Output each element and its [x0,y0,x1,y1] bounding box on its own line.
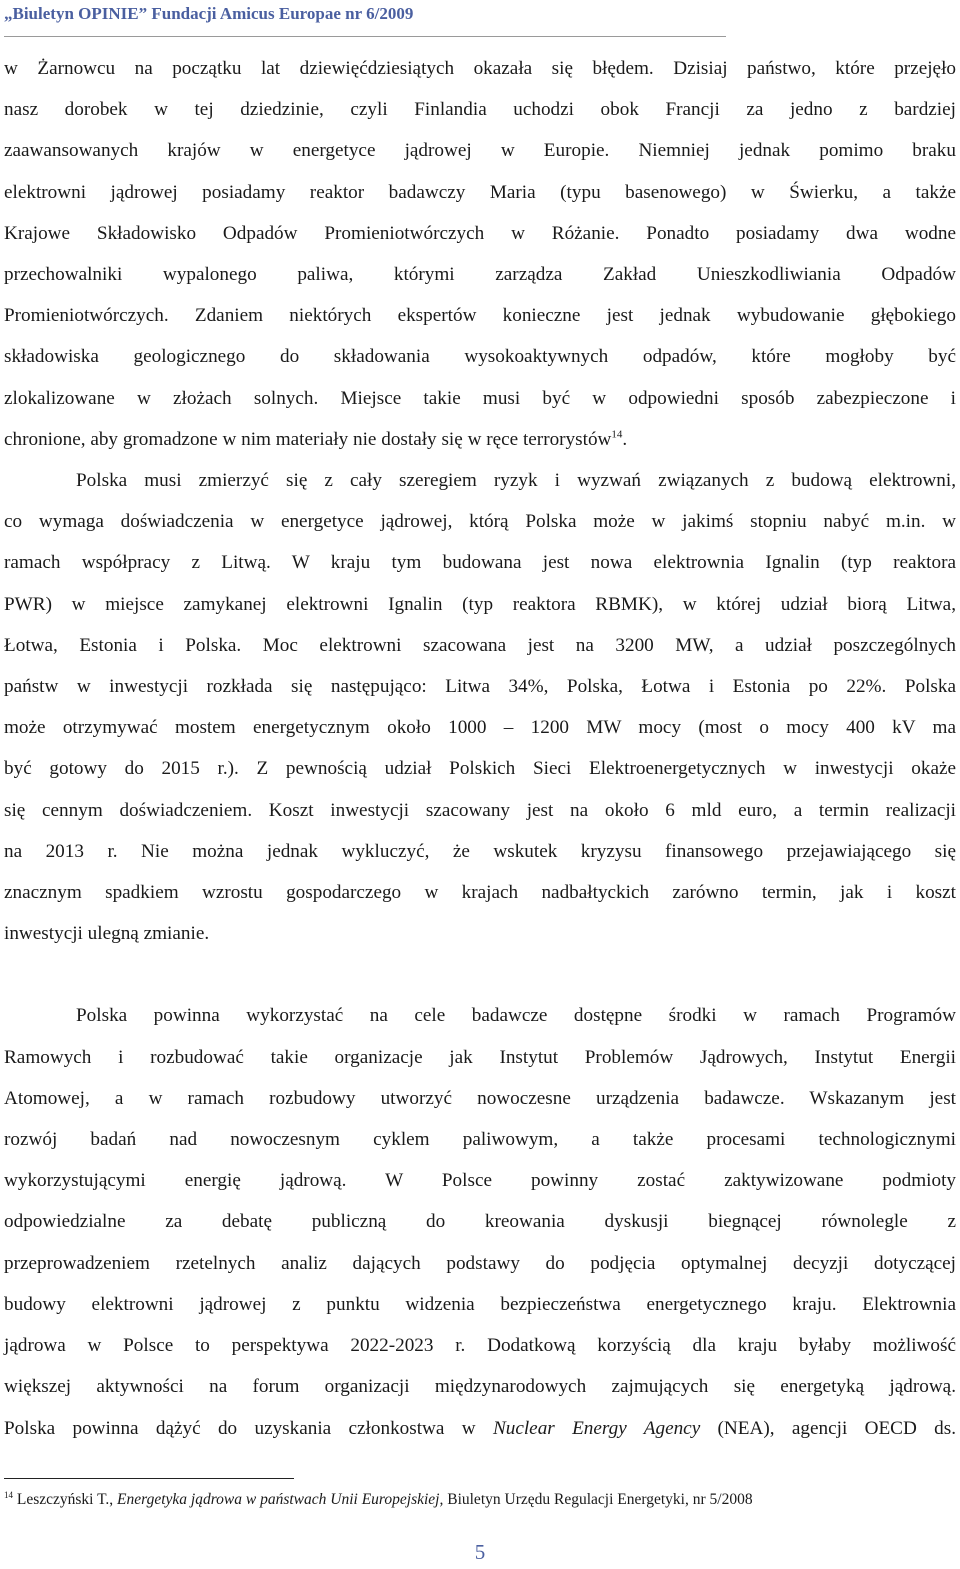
text-line: Promieniotwórczych. Zdaniem niektórych ekspertów konieczne jest jednak wybudowanie głębokiego [4,305,956,327]
text-line: Łotwa, Estonia i Polska. Moc elektrowni szacowana jest na 3200 MW, a udział poszczególnych [4,634,956,656]
text-line: jądrowa w Polsce to perspektywa 2022-2023 r. Dodatkową korzyścią dla kraju byłaby możliwość [4,1335,956,1357]
footnote-number: 14 [4,1489,13,1500]
paragraph-3 [4,995,956,1448]
text-line: znacznym spadkiem wzrostu gospodarczego w krajach nadbałtyckich zarówno termin, jak i koszt [4,882,956,904]
italic-term: Nuclear Energy Agency [492,1417,701,1439]
text-fragment: Polska powinna dążyć do uzyskania członkostwa w [4,1417,493,1439]
footnote-title: Energetyka jądrowa w państwach Unii Europejskiej, [117,1491,444,1508]
text-line: państw w inwestycji rozkłada się następująco: Litwa 34%, Polska, Łotwa i Estonia po 22%. Polska [4,676,956,698]
text-line: na 2013 r. Nie można jednak wykluczyć, że wskutek kryzysu finansowego przejawiającego się [4,840,956,862]
header-rule [4,36,726,37]
paragraph-1 [4,48,956,460]
header-title: „Biuletyn OPINIE” Fundacji Amicus Europae nr 6/2009 [4,4,414,23]
text-line: przechowalniki wypalonego paliwa, którymi zarządza Zakład Unieszkodliwiania Odpadów [4,264,956,286]
text-line: wykorzystującymi energię jądrową. W Polsce powinny zostać zaktywizowane podmioty [4,1170,956,1192]
footnote-source: Biuletyn Urzędu Regulacji Energetyki, nr 5/2008 [443,1491,753,1508]
paragraph-gap [4,954,956,995]
text-line: budowy elektrowni jądrowej z punktu widzenia bezpieczeństwa energetycznego kraju. Elektrownia [4,1293,956,1315]
text-line: może otrzymywać mostem energetycznym około 1000 – 1200 MW mocy (most o mocy 400 kV ma [4,717,956,739]
text-line: przeprowadzeniem rzetelnych analiz dających podstawy do podjęcia optymalnej decyzji dotyczącej [4,1252,956,1274]
text-line: zaawansowanych krajów w energetyce jądrowej w Europie. Niemniej jednak pomimo braku [4,140,956,162]
text-line [4,419,956,460]
text-line: składowiska geologicznego do składowania wysokoaktywnych odpadów, które mogłoby być [4,346,956,368]
text-line: się cennym doświadczeniem. Koszt inwestycji szacowany jest na około 6 mld euro, a termin realizacji [4,799,956,821]
page-number: 5 [474,1540,486,1564]
text-line: odpowiedzialne za debatę publiczną do kreowania dyskusji biegnącej równolegle z [4,1211,956,1233]
text-line: w Żarnowcu na początku lat dziewięćdziesiątych okazała się błędem. Dzisiaj państwo, które przejęło [4,58,956,79]
text-line: Polska powinna wykorzystać na cele badawcze dostępne środki w ramach Programów [76,1005,956,1027]
text-line: PWR) w miejsce zamykanej elektrowni Ignalin (typ reaktora RBMK), w której udział biorą Litwa, [4,593,956,615]
text-line: Atomowej, a w ramach rozbudowy utworzyć nowoczesne urządzenia badawcze. Wskazanym jest [4,1087,956,1109]
text-line: elektrowni jądrowej posiadamy reaktor badawczy Maria (typu basenowego) w Świerku, a także [4,181,956,203]
text-line: być gotowy do 2015 r.). Z pewnością udział Polskich Sieci Elektroenergetycznych w inwestycji okaże [4,758,956,780]
footnote-reference[interactable]: 14 [611,428,623,441]
text-line: ramach współpracy z Litwą. W kraju tym budowana jest nowa elektrownia Ignalin (typ reaktora [4,552,956,574]
text-line [4,1408,956,1449]
text-line: zlokalizowane w złożach solnych. Miejsce takie musi być w odpowiedni sposób zabezpieczone i [4,387,956,409]
text-fragment: chronione, aby gromadzone w nim materiały nie dostały się w ręce terrorystów [4,428,612,450]
text-line: co wymaga doświadczenia w energetyce jądrowej, którą Polska może w jakimś stopniu nabyć m.in. w [4,511,956,533]
text-fragment: . [622,428,628,450]
text-line: Polska musi zmierzyć się z cały szeregiem ryzyk i wyzwań związanych z budową elektrowni, [76,470,956,492]
text-line: inwestycji ulegną zmianie. [4,923,210,945]
article-body [4,48,956,1449]
text-line: rozwój badań nad nowoczesnym cyklem paliwowym, a także procesami technologicznymi [4,1129,956,1151]
footnote-author: Leszczyński T., [13,1491,118,1508]
running-header [4,4,960,24]
footnote [4,1490,753,1510]
text-line: większej aktywności na forum organizacji międzynarodowych zajmujących się energetyką jądrową. [4,1376,956,1398]
text-line: nasz dorobek w tej dziedzinie, czyli Finlandia uchodzi obok Francji za jedno z bardziej [4,99,956,121]
paragraph-2 [4,460,956,954]
text-line: Ramowych i rozbudować takie organizacje jak Instytut Problemów Jądrowych, Instytut Energii [4,1046,956,1068]
footnote-separator [4,1478,294,1479]
text-fragment: (NEA), agencji OECD ds. [700,1417,957,1439]
text-line: Krajowe Składowisko Odpadów Promieniotwórczych w Różanie. Ponadto posiadamy dwa wodne [4,222,956,244]
